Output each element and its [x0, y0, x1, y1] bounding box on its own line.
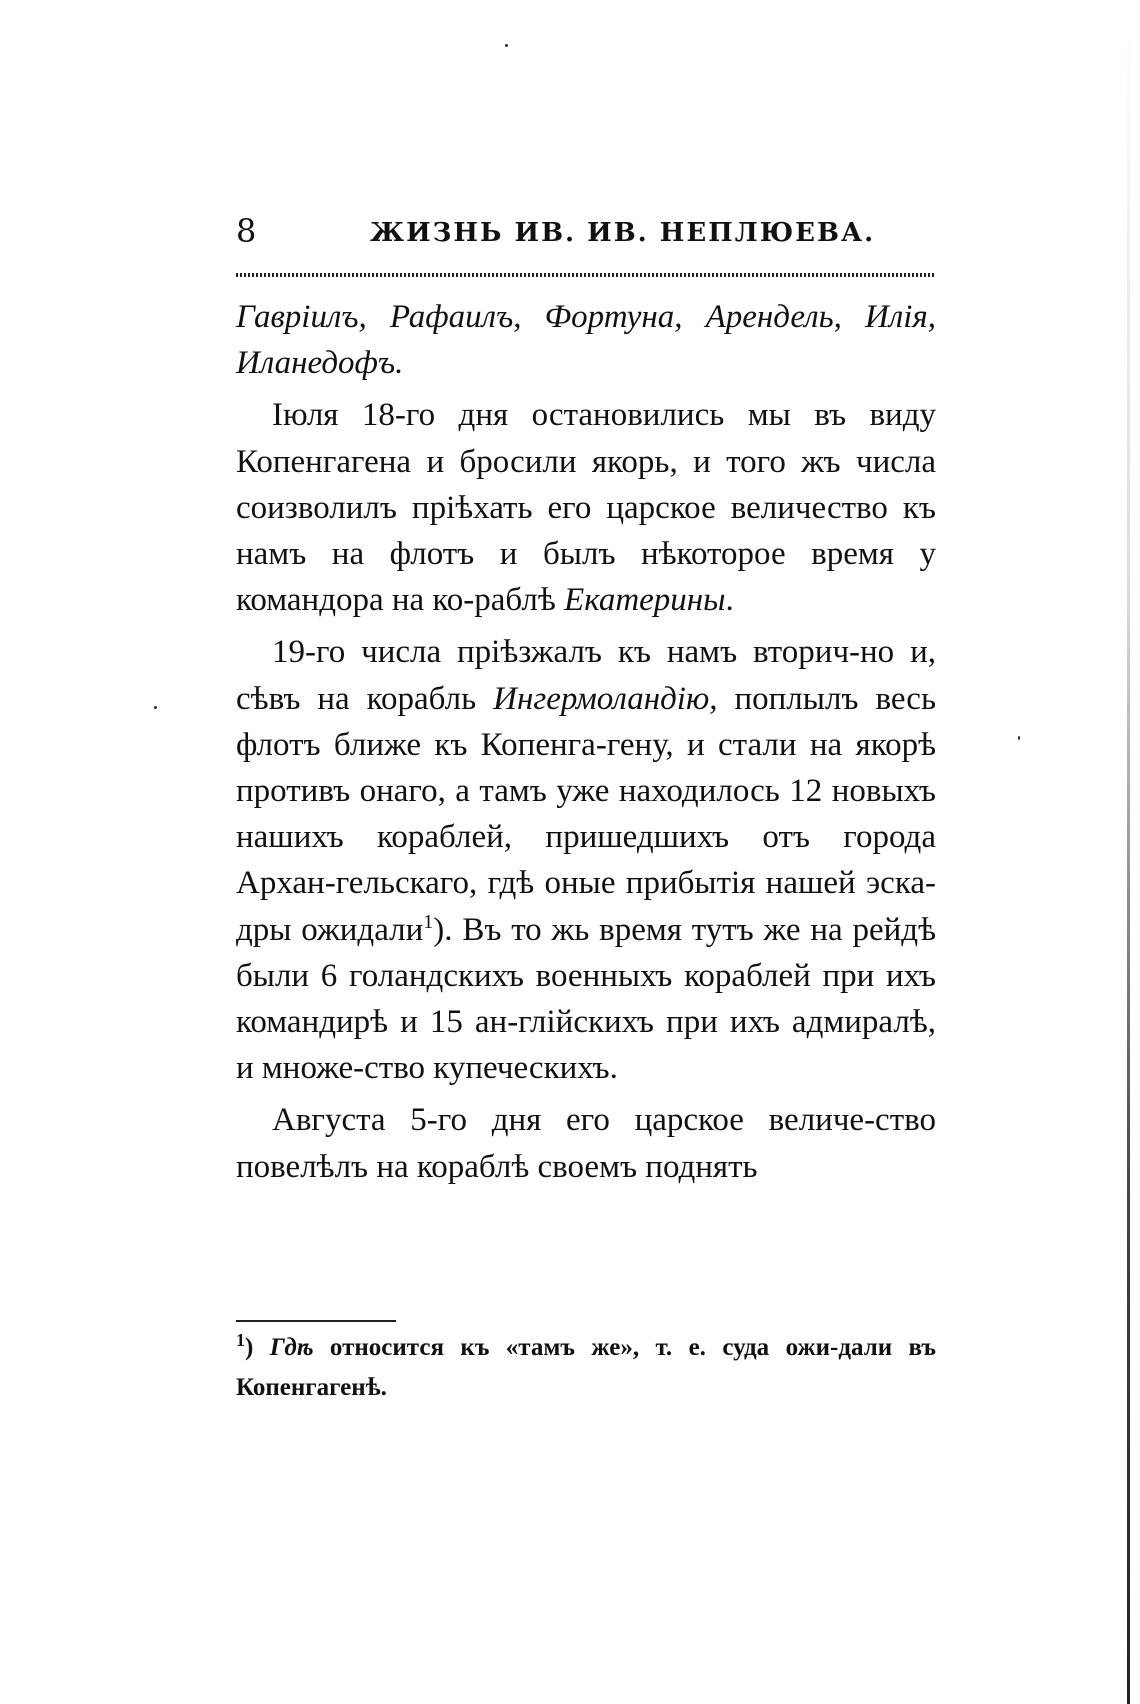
ship-name-ingermolandia: Ингермоландію,	[493, 680, 718, 717]
paragraph-2-text-start: 19-го числа пріѣзжалъ къ намъ вторич-но и, сѣвъ на корабль	[236, 634, 936, 717]
paragraph-3: Августа 5-го дня его царское величе-ство повелѣлъ на кораблѣ своемъ поднять	[236, 1102, 936, 1185]
paragraph-2-text-end: ). Въ то жь время тутъ же на рейдѣ были 6 голандскихъ военныхъ кораблей при ихъ командирѣ и 15 ан-глійскихъ при ихъ адмиралѣ, и множе-ство купеческихъ.	[236, 911, 936, 1087]
scan-speck	[154, 706, 157, 709]
footnote-rule	[236, 1320, 396, 1322]
header-rule	[236, 273, 936, 277]
ship-name-ekaterina: Екатерины	[564, 582, 726, 619]
page-header	[236, 212, 936, 252]
footnote-reference[interactable]: 1	[423, 910, 434, 933]
paragraph-1-text: Іюля 18-го дня остановились мы въ виду Копенгагена и бросили якорь, и того жъ числа соизволилъ пріѣхать его царское величество къ намъ на флотъ и былъ нѣкоторое время у командора на ко-раблѣ	[236, 397, 936, 619]
paragraph-1-end: .	[725, 582, 734, 619]
scan-speck	[505, 44, 508, 47]
footnote	[236, 1328, 936, 1408]
names-line: Гавріилъ, Рафаилъ, Фортуна, Арендель, Илія, Иланедофъ.	[236, 299, 936, 382]
page-number: 8	[236, 212, 257, 250]
scan-edge-shadow	[1127, 0, 1130, 1704]
footnote-text: относится къ «тамъ же», т. е. суда ожи-дали въ Копенгагенѣ.	[236, 1334, 937, 1401]
body-text	[236, 294, 936, 1190]
footnote-mark: 1	[236, 1330, 245, 1350]
running-title: ЖИЗНЬ ИВ. ИВ. НЕПЛЮЕВА.	[370, 218, 876, 248]
scan-speck	[1018, 736, 1020, 740]
paragraph-2	[236, 629, 936, 1091]
paragraph-2-text-middle: поплылъ весь флотъ ближе къ Копенга-гену, и стали на якорѣ противъ онаго, а тамъ уже находилось 12 новыхъ нашихъ кораблей, пришедшихъ отъ города Архан-гельскаго, гдѣ оные прибытія нашей эска-дры ожидали	[236, 680, 937, 948]
footnote-italic-word: Гдѣ	[269, 1334, 314, 1361]
footnote-paren: )	[245, 1334, 254, 1361]
paragraph-1	[236, 392, 936, 623]
